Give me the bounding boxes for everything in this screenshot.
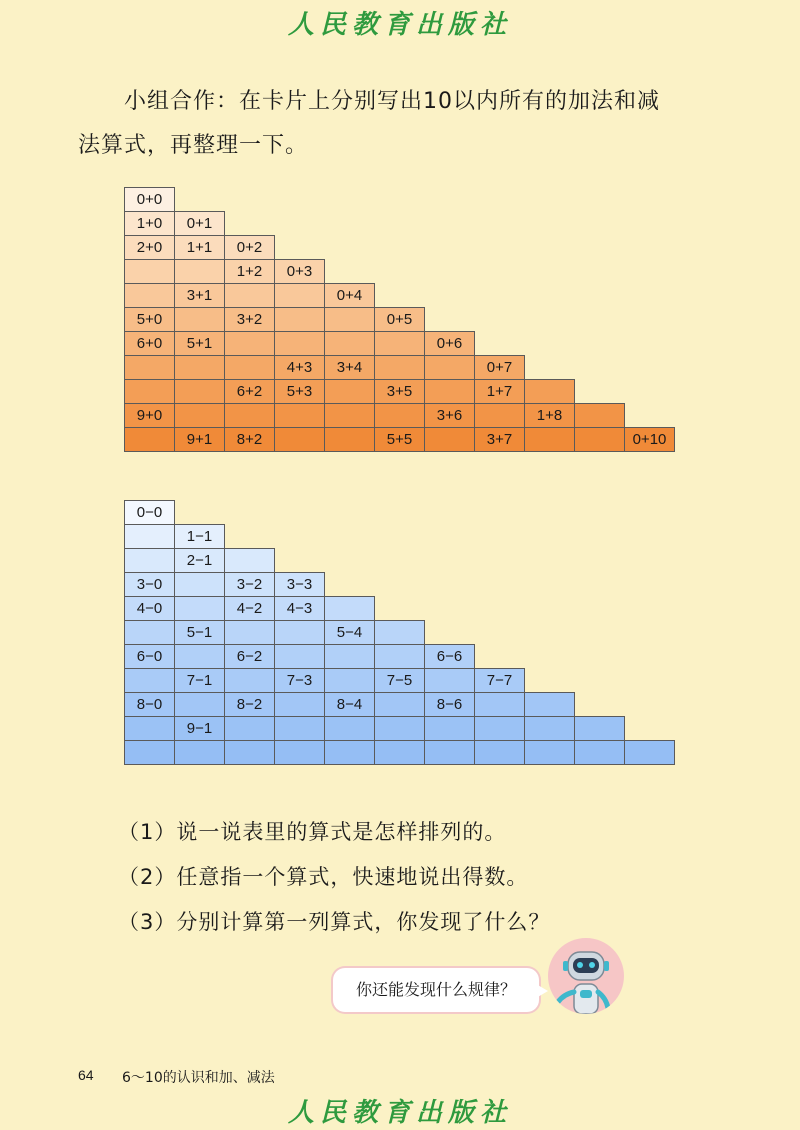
subtraction-cell <box>525 717 575 741</box>
subtraction-row <box>125 549 675 573</box>
addition-cell <box>225 284 275 308</box>
subtraction-cell <box>225 621 275 645</box>
addition-cell: 0+2 <box>225 236 275 260</box>
subtraction-table <box>124 500 675 765</box>
subtraction-row <box>125 621 675 645</box>
subtraction-blank <box>475 573 525 597</box>
subtraction-blank <box>425 501 475 525</box>
subtraction-blank <box>575 645 625 669</box>
addition-blank <box>375 212 425 236</box>
addition-blank <box>625 308 675 332</box>
subtraction-blank <box>225 501 275 525</box>
addition-cell: 4+3 <box>275 356 325 380</box>
addition-cell <box>175 260 225 284</box>
subtraction-blank <box>575 597 625 621</box>
addition-row <box>125 212 675 236</box>
addition-blank <box>525 332 575 356</box>
subtraction-cell: 1−1 <box>175 525 225 549</box>
subtraction-blank <box>275 525 325 549</box>
subtraction-cell: 7−7 <box>475 669 525 693</box>
subtraction-blank <box>525 597 575 621</box>
addition-cell: 0+4 <box>325 284 375 308</box>
subtraction-cell <box>175 597 225 621</box>
addition-cell <box>175 404 225 428</box>
addition-cell <box>325 308 375 332</box>
addition-cell <box>275 332 325 356</box>
subtraction-cell: 2−1 <box>175 549 225 573</box>
addition-cell <box>125 428 175 452</box>
addition-cell <box>325 428 375 452</box>
addition-cell: 5+3 <box>275 380 325 404</box>
addition-cell: 5+0 <box>125 308 175 332</box>
subtraction-cell <box>425 717 475 741</box>
addition-row <box>125 284 675 308</box>
subtraction-cell <box>125 621 175 645</box>
subtraction-blank <box>275 501 325 525</box>
addition-blank <box>625 404 675 428</box>
subtraction-cell: 4−0 <box>125 597 175 621</box>
subtraction-blank <box>375 597 425 621</box>
addition-cell: 0+5 <box>375 308 425 332</box>
subtraction-cell <box>175 693 225 717</box>
addition-blank <box>525 188 575 212</box>
addition-row <box>125 308 675 332</box>
subtraction-blank <box>475 525 525 549</box>
addition-cell <box>575 404 625 428</box>
subtraction-cell <box>125 525 175 549</box>
question-1: （1）说一说表里的算式是怎样排列的。 <box>118 820 507 844</box>
addition-cell: 5+5 <box>375 428 425 452</box>
subtraction-blank <box>575 669 625 693</box>
addition-cell <box>275 308 325 332</box>
addition-blank <box>575 188 625 212</box>
addition-cell <box>475 404 525 428</box>
subtraction-blank <box>625 669 675 693</box>
speech-bubble-tail <box>536 984 548 998</box>
subtraction-blank <box>625 549 675 573</box>
subtraction-blank <box>475 501 525 525</box>
addition-blank <box>525 260 575 284</box>
addition-blank <box>525 356 575 380</box>
subtraction-cell: 4−3 <box>275 597 325 621</box>
subtraction-blank <box>525 525 575 549</box>
subtraction-blank <box>575 573 625 597</box>
subtraction-blank <box>175 501 225 525</box>
addition-blank <box>325 236 375 260</box>
subtraction-cell: 0−0 <box>125 501 175 525</box>
addition-cell <box>375 404 425 428</box>
addition-blank <box>375 188 425 212</box>
addition-cell <box>425 356 475 380</box>
subtraction-blank <box>325 573 375 597</box>
addition-cell: 3+6 <box>425 404 475 428</box>
addition-row <box>125 260 675 284</box>
intro-line-1: 小组合作：在卡片上分别写出10以内所有的加法和减 <box>124 89 660 114</box>
addition-cell: 8+2 <box>225 428 275 452</box>
addition-cell: 6+0 <box>125 332 175 356</box>
subtraction-blank <box>325 549 375 573</box>
subtraction-cell <box>475 693 525 717</box>
addition-cell: 1+7 <box>475 380 525 404</box>
subtraction-blank <box>275 549 325 573</box>
subtraction-blank <box>375 525 425 549</box>
subtraction-cell <box>325 645 375 669</box>
subtraction-cell: 8−6 <box>425 693 475 717</box>
subtraction-cell: 7−3 <box>275 669 325 693</box>
subtraction-blank <box>625 717 675 741</box>
addition-cell <box>125 356 175 380</box>
subtraction-row <box>125 717 675 741</box>
addition-blank <box>575 212 625 236</box>
subtraction-cell <box>475 741 525 765</box>
addition-blank <box>475 236 525 260</box>
subtraction-cell: 7−5 <box>375 669 425 693</box>
addition-blank <box>225 188 275 212</box>
addition-cell <box>375 332 425 356</box>
subtraction-cell: 8−0 <box>125 693 175 717</box>
subtraction-blank <box>525 621 575 645</box>
subtraction-cell <box>275 741 325 765</box>
subtraction-cell: 4−2 <box>225 597 275 621</box>
addition-row <box>125 332 675 356</box>
subtraction-cell <box>325 669 375 693</box>
subtraction-cell: 6−0 <box>125 645 175 669</box>
subtraction-blank <box>425 549 475 573</box>
subtraction-row <box>125 597 675 621</box>
subtraction-blank <box>475 549 525 573</box>
subtraction-blank <box>325 501 375 525</box>
addition-cell <box>375 356 425 380</box>
addition-cell: 0+3 <box>275 260 325 284</box>
addition-row <box>125 380 675 404</box>
addition-blank <box>625 212 675 236</box>
addition-blank <box>375 236 425 260</box>
subtraction-cell <box>125 549 175 573</box>
robot-avatar <box>548 938 624 1014</box>
subtraction-cell <box>375 645 425 669</box>
addition-cell <box>425 380 475 404</box>
subtraction-cell: 3−0 <box>125 573 175 597</box>
addition-cell: 0+10 <box>625 428 675 452</box>
subtraction-blank <box>525 573 575 597</box>
addition-blank <box>575 260 625 284</box>
addition-cell: 5+1 <box>175 332 225 356</box>
addition-cell: 6+2 <box>225 380 275 404</box>
subtraction-cell <box>275 693 325 717</box>
subtraction-cell <box>175 573 225 597</box>
intro-text <box>78 80 738 168</box>
addition-cell <box>275 404 325 428</box>
subtraction-blank <box>425 525 475 549</box>
speech-bubble: 你还能发现什么规律？ <box>333 968 539 1012</box>
chapter-title: 6～10的认识和加、减法 <box>122 1070 275 1086</box>
addition-blank <box>225 212 275 236</box>
addition-blank <box>475 308 525 332</box>
subtraction-cell <box>125 741 175 765</box>
addition-blank <box>625 188 675 212</box>
subtraction-blank <box>625 621 675 645</box>
subtraction-blank <box>425 573 475 597</box>
addition-blank <box>575 284 625 308</box>
subtraction-cell: 3−3 <box>275 573 325 597</box>
addition-blank <box>325 260 375 284</box>
addition-cell <box>225 404 275 428</box>
subtraction-cell <box>475 717 525 741</box>
subtraction-blank <box>375 573 425 597</box>
subtraction-cell <box>425 669 475 693</box>
addition-cell <box>275 428 325 452</box>
addition-blank <box>425 188 475 212</box>
addition-blank <box>325 188 375 212</box>
subtraction-blank <box>575 549 625 573</box>
subtraction-cell: 9−1 <box>175 717 225 741</box>
addition-cell: 3+4 <box>325 356 375 380</box>
addition-cell <box>125 380 175 404</box>
addition-cell <box>575 428 625 452</box>
subtraction-cell <box>375 717 425 741</box>
addition-blank <box>575 380 625 404</box>
subtraction-blank <box>425 621 475 645</box>
addition-cell <box>125 260 175 284</box>
subtraction-cell <box>525 741 575 765</box>
addition-blank <box>475 332 525 356</box>
subtraction-cell: 7−1 <box>175 669 225 693</box>
subtraction-blank <box>625 597 675 621</box>
subtraction-cell: 5−4 <box>325 621 375 645</box>
question-3: （3）分别计算第一列算式，你发现了什么？ <box>118 910 551 934</box>
subtraction-cell <box>325 597 375 621</box>
subtraction-blank <box>575 525 625 549</box>
subtraction-row <box>125 525 675 549</box>
subtraction-blank <box>375 549 425 573</box>
subtraction-cell: 5−1 <box>175 621 225 645</box>
addition-blank <box>425 308 475 332</box>
addition-blank <box>375 260 425 284</box>
addition-blank <box>625 332 675 356</box>
subtraction-cell <box>375 621 425 645</box>
intro-line-2: 法算式，再整理一下。 <box>78 133 309 158</box>
subtraction-cell <box>525 693 575 717</box>
subtraction-cell <box>625 741 675 765</box>
addition-blank <box>425 236 475 260</box>
addition-blank <box>575 332 625 356</box>
addition-blank <box>275 188 325 212</box>
subtraction-cell <box>275 717 325 741</box>
addition-blank <box>175 188 225 212</box>
publisher-logo-bottom: 人民教育出版社 <box>287 1098 512 1128</box>
addition-cell <box>275 284 325 308</box>
addition-cell <box>425 428 475 452</box>
subtraction-blank <box>575 501 625 525</box>
addition-blank <box>375 284 425 308</box>
subtraction-cell <box>225 669 275 693</box>
addition-blank <box>525 212 575 236</box>
subtraction-blank <box>625 573 675 597</box>
addition-cell <box>325 404 375 428</box>
subtraction-cell <box>175 645 225 669</box>
subtraction-cell: 8−2 <box>225 693 275 717</box>
subtraction-blank <box>575 621 625 645</box>
subtraction-blank <box>625 501 675 525</box>
subtraction-cell <box>425 741 475 765</box>
subtraction-cell: 6−6 <box>425 645 475 669</box>
addition-blank <box>325 212 375 236</box>
subtraction-cell <box>175 741 225 765</box>
addition-blank <box>575 308 625 332</box>
addition-blank <box>525 284 575 308</box>
subtraction-blank <box>375 501 425 525</box>
addition-cell <box>175 356 225 380</box>
addition-cell: 3+1 <box>175 284 225 308</box>
addition-cell: 9+1 <box>175 428 225 452</box>
addition-row <box>125 404 675 428</box>
addition-blank <box>525 236 575 260</box>
subtraction-row <box>125 693 675 717</box>
subtraction-cell <box>225 741 275 765</box>
addition-cell: 1+2 <box>225 260 275 284</box>
addition-blank <box>475 212 525 236</box>
subtraction-blank <box>225 525 275 549</box>
addition-cell <box>525 428 575 452</box>
addition-cell: 0+6 <box>425 332 475 356</box>
addition-blank <box>625 260 675 284</box>
subtraction-blank <box>625 693 675 717</box>
subtraction-cell: 3−2 <box>225 573 275 597</box>
subtraction-blank <box>525 645 575 669</box>
subtraction-cell <box>375 741 425 765</box>
subtraction-blank <box>325 525 375 549</box>
subtraction-cell <box>575 717 625 741</box>
subtraction-cell: 6−2 <box>225 645 275 669</box>
addition-blank <box>425 284 475 308</box>
addition-blank <box>625 380 675 404</box>
subtraction-cell <box>375 693 425 717</box>
robot-icon <box>548 938 624 1014</box>
addition-cell <box>125 284 175 308</box>
subtraction-cell <box>275 621 325 645</box>
addition-blank <box>525 308 575 332</box>
subtraction-blank <box>475 645 525 669</box>
subtraction-blank <box>625 525 675 549</box>
addition-row <box>125 188 675 212</box>
addition-blank <box>275 212 325 236</box>
subtraction-cell <box>325 741 375 765</box>
addition-row <box>125 428 675 452</box>
addition-cell: 0+7 <box>475 356 525 380</box>
publisher-logo-top: 人民教育出版社 <box>287 10 512 40</box>
subtraction-row <box>125 645 675 669</box>
addition-blank <box>575 236 625 260</box>
subtraction-cell <box>225 549 275 573</box>
addition-blank <box>475 188 525 212</box>
addition-blank <box>575 356 625 380</box>
addition-blank <box>425 212 475 236</box>
subtraction-blank <box>525 549 575 573</box>
addition-row <box>125 236 675 260</box>
subtraction-cell <box>225 717 275 741</box>
subtraction-blank <box>525 669 575 693</box>
addition-cell <box>525 380 575 404</box>
subtraction-cell <box>125 669 175 693</box>
addition-cell <box>175 380 225 404</box>
page-number: 64 <box>78 1067 94 1083</box>
addition-blank <box>625 236 675 260</box>
addition-cell: 3+7 <box>475 428 525 452</box>
addition-table <box>124 187 675 452</box>
subtraction-row <box>125 669 675 693</box>
addition-cell: 9+0 <box>125 404 175 428</box>
subtraction-blank <box>625 645 675 669</box>
addition-blank <box>625 356 675 380</box>
addition-cell: 2+0 <box>125 236 175 260</box>
addition-cell: 1+1 <box>175 236 225 260</box>
addition-cell: 1+0 <box>125 212 175 236</box>
addition-cell: 0+1 <box>175 212 225 236</box>
addition-cell <box>225 332 275 356</box>
addition-blank <box>475 284 525 308</box>
addition-cell <box>225 356 275 380</box>
addition-row <box>125 356 675 380</box>
subtraction-blank <box>425 597 475 621</box>
addition-cell: 0+0 <box>125 188 175 212</box>
addition-blank <box>475 260 525 284</box>
subtraction-cell <box>325 717 375 741</box>
addition-cell: 1+8 <box>525 404 575 428</box>
addition-cell <box>175 308 225 332</box>
subtraction-row <box>125 501 675 525</box>
subtraction-cell <box>575 741 625 765</box>
addition-cell: 3+5 <box>375 380 425 404</box>
addition-cell <box>325 332 375 356</box>
subtraction-row <box>125 573 675 597</box>
addition-blank <box>625 284 675 308</box>
subtraction-row <box>125 741 675 765</box>
subtraction-blank <box>475 621 525 645</box>
addition-blank <box>275 236 325 260</box>
subtraction-cell: 8−4 <box>325 693 375 717</box>
subtraction-blank <box>575 693 625 717</box>
subtraction-blank <box>525 501 575 525</box>
addition-blank <box>425 260 475 284</box>
question-2: （2）任意指一个算式，快速地说出得数。 <box>118 865 529 889</box>
subtraction-cell <box>125 717 175 741</box>
subtraction-cell <box>275 645 325 669</box>
addition-cell: 3+2 <box>225 308 275 332</box>
subtraction-blank <box>475 597 525 621</box>
addition-cell <box>325 380 375 404</box>
